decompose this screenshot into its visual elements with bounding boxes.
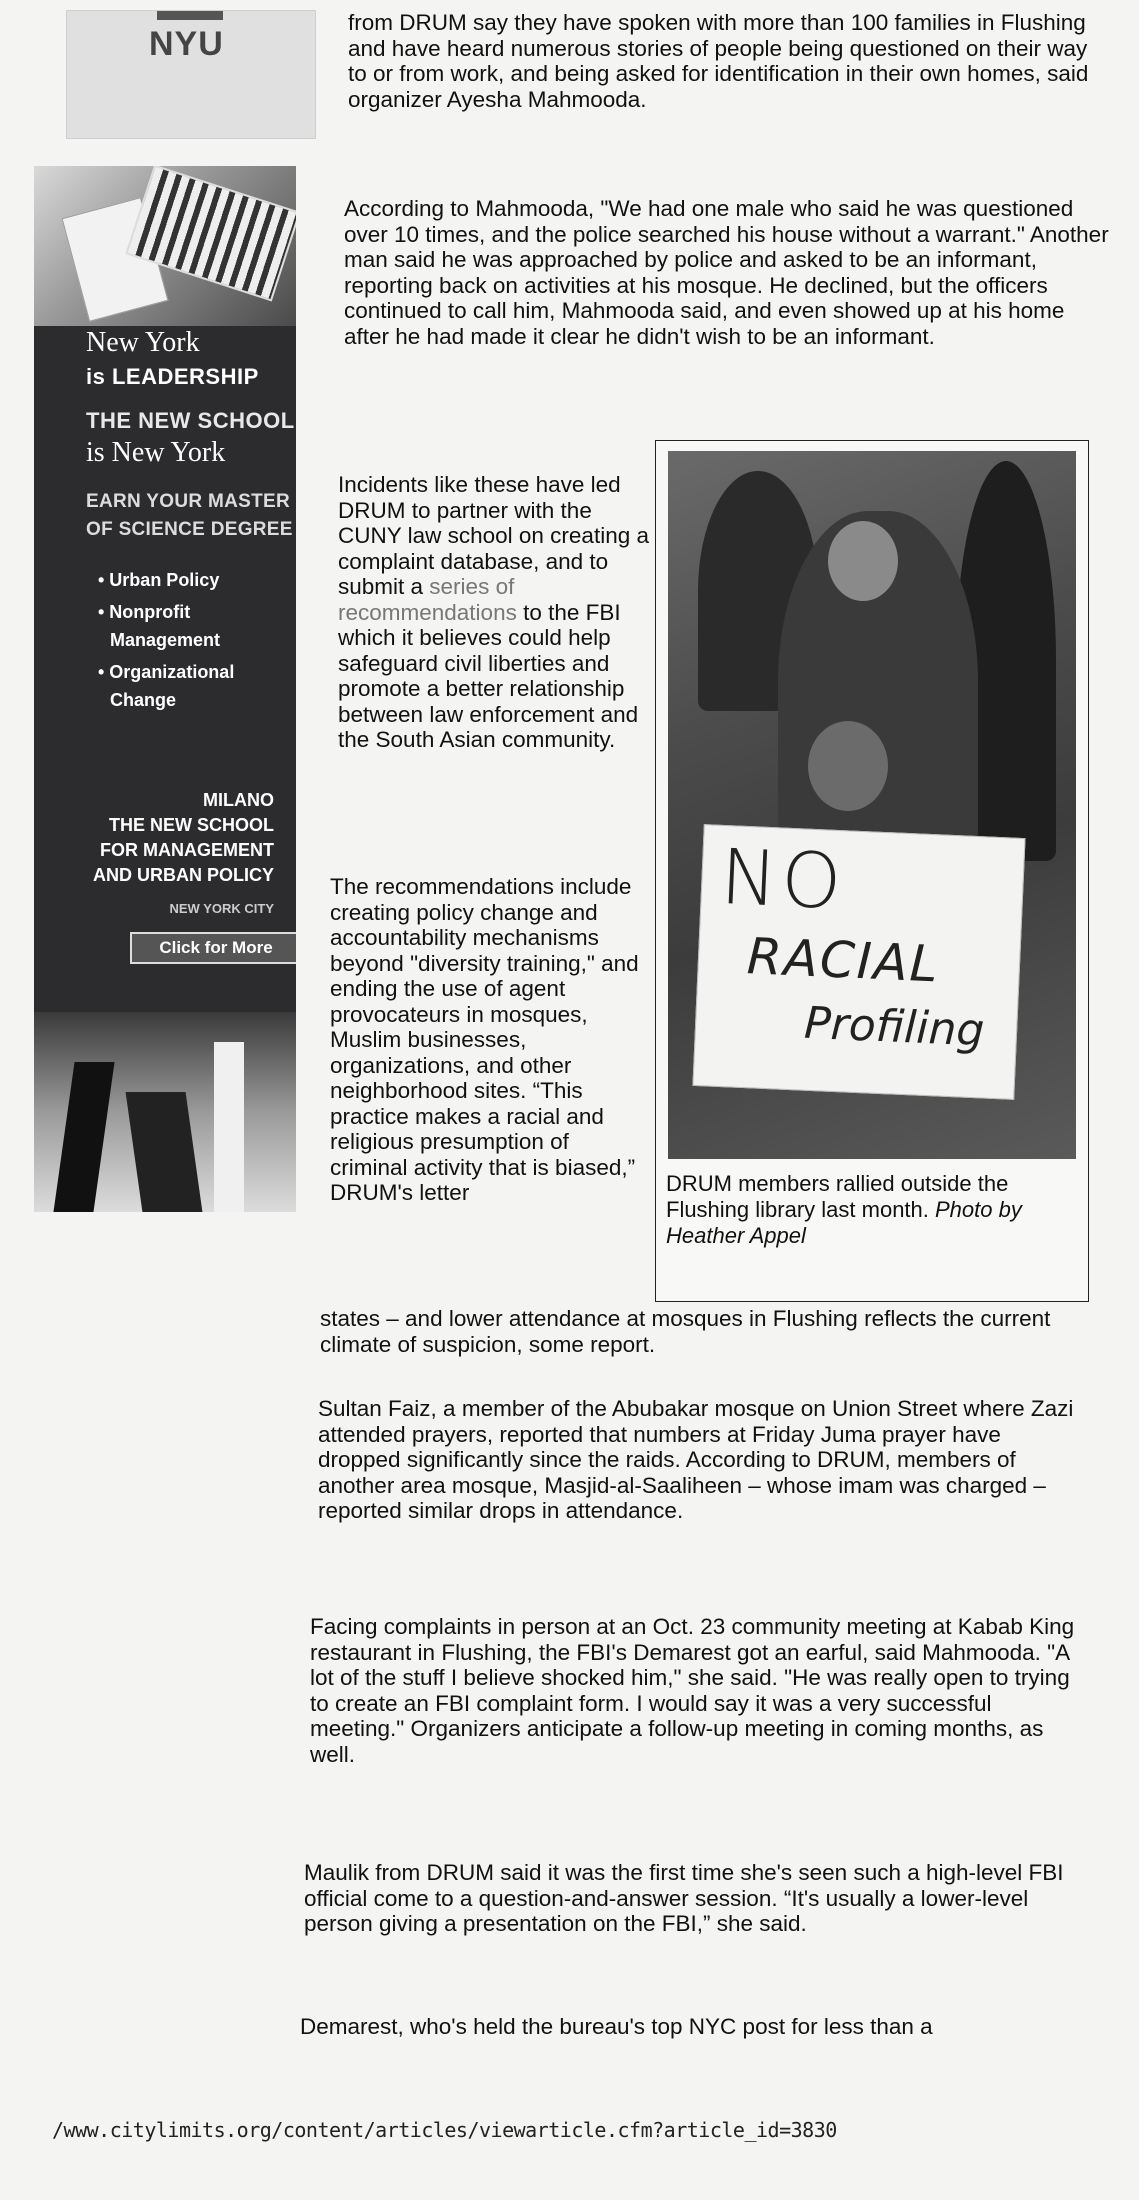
article-paragraph-7: Maulik from DRUM said it was the first time she's seen such a high-level FBI official come to a question-and-answer session. “It's usually a lower-level person giving a presentation on the FBI,” she said. (304, 1860, 1064, 1936)
article-paragraph-2: According to Mahmooda, "We had one male who said he was questioned over 10 times, and the police searched his house without a warrant." Another man said he was approached by police and asked to be an informant, reporting back on activities at his mosque. He declined, but the officers continued to call him, Mahmooda said, and even showed up at his home after he had made it clear he didn't wish to be an informant. (344, 196, 1109, 349)
ad-city: NEW YORK CITY (169, 901, 274, 916)
article-paragraph-4: The recommendations include creating policy change and accountability mechanisms beyond "diversity training," and ending the use of agent provocateurs in mosques, Muslim businesses, organizations, and other neighborhood sites. “This practice makes a racial and religious presumption of criminal activity that is biased,” DRUM's letter (330, 874, 639, 1205)
article-paragraph-6: Facing complaints in person at an Oct. 23 community meeting at Kabab King restaurant in Flushing, the FBI's Demarest got an earful, said Mahmooda. "A lot of the stuff I believe shocked him," she said. "He was really open to trying to create an FBI complaint form. I would say it was a very successful meeting." Organizers anticipate a follow-up meeting in coming months, as well. (310, 1614, 1075, 1767)
building-shape (126, 1092, 203, 1212)
paragraph-text: Incidents like these have led DRUM to partner with the CUNY law school on creating a complaint database, and to submit a (338, 472, 649, 599)
ad-bullet: • Nonprofit (98, 602, 191, 622)
sign-text: Profiling (803, 997, 986, 1057)
article-paragraph-3 (338, 472, 654, 753)
protest-sign (692, 824, 1025, 1100)
click-for-more-button[interactable]: Click for More (130, 932, 296, 964)
ad-headline-1: New York (86, 327, 200, 358)
nyu-logo-box[interactable] (66, 10, 316, 139)
ad-headline-4: is New York (86, 437, 226, 468)
article-paragraph-8: Demarest, who's held the bureau's top NYC post for less than a (300, 2014, 933, 2039)
ad-bullet: • Organizational (98, 662, 235, 682)
recommendations-link[interactable]: series of recommendations (338, 574, 517, 625)
ad-bullet: • Urban Policy (98, 570, 220, 590)
ad-program-list (98, 566, 234, 718)
nyu-logo: NYU (149, 25, 224, 63)
child-figure (808, 721, 888, 811)
ad-tagline-2: OF SCIENCE DEGREE (86, 519, 293, 540)
sign-text: NO (718, 831, 848, 927)
building-shape (214, 1042, 244, 1212)
ad-headline-2: is LEADERSHIP (86, 364, 259, 389)
sign-text: RACIAL (745, 927, 941, 994)
photo-figure (655, 440, 1089, 1302)
paragraph-text: to the FBI which it believes could help safeguard civil liberties and promote a better relationship between law enforcement and the South Asian community. (338, 599, 639, 752)
sidebar-ad[interactable] (34, 166, 296, 1212)
building-shape (53, 1062, 114, 1212)
photo-credit: Photo by Heather Appel (666, 1197, 1022, 1248)
ad-school-line: FOR MANAGEMENT (100, 840, 274, 860)
photo-caption (666, 1171, 1076, 1249)
article-paragraph-1: from DRUM say they have spoken with more than 100 families in Flushing and have heard numerous stories of people being questioned on their way to or from work, and being asked for identification in their own homes, said organizer Ayesha Mahmooda. (348, 10, 1089, 112)
rally-photo[interactable] (668, 451, 1076, 1159)
ad-bullet: Management (110, 630, 221, 650)
ad-school-name (93, 788, 274, 888)
article-paragraph-5: Sultan Faiz, a member of the Abubakar mosque on Union Street where Zazi attended prayers, reported that numbers at Friday Juma prayer have dropped significantly since the raids. According to DRUM, members of another area mosque, Masjid-al-Saaliheen – whose imam was charged – reported similar drops in attendance. (318, 1396, 1074, 1523)
protester-face (828, 521, 898, 601)
ad-bullet: Change (110, 690, 177, 710)
ad-photo-subway (34, 166, 296, 326)
ad-school-line: THE NEW SCHOOL (109, 815, 274, 835)
ad-headline-3: THE NEW SCHOOL (86, 408, 295, 433)
logo-bar (157, 11, 223, 20)
page-url: /www.citylimits.org/content/articles/viewarticle.cfm?article_id=3830 (52, 2118, 837, 2142)
ad-school-line: MILANO (203, 790, 274, 810)
caption-text: DRUM members rallied outside the Flushing library last month. (666, 1171, 1009, 1222)
ad-tagline-1: EARN YOUR MASTER (86, 491, 290, 512)
ad-photo-city (34, 1012, 296, 1212)
ad-school-line: AND URBAN POLICY (92, 865, 274, 885)
article-paragraph-4-continued: states – and lower attendance at mosques in Flushing reflects the current climate of suspicion, some report. (320, 1306, 1051, 1357)
